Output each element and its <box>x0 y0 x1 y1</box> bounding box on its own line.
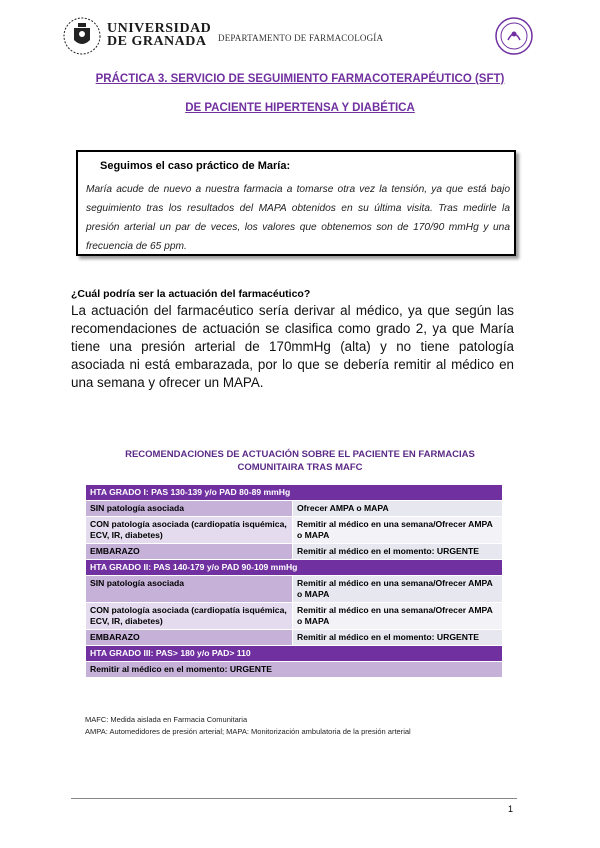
footer-divider <box>71 798 517 799</box>
condition-cell: CON patología asociada (cardiopatía isquémica, ECV, IR, diabetes) <box>86 517 293 544</box>
table-row <box>86 501 503 517</box>
action-cell: Remitir al médico en una semana/Ofrecer AMPA o MAPA <box>293 576 503 603</box>
action-cell: Remitir al médico en una semana/Ofrecer AMPA o MAPA <box>293 517 503 544</box>
page-title: PRÁCTICA 3. SERVICIO DE SEGUIMIENTO FARMACOTERAPÉUTICO (SFT) <box>95 73 505 85</box>
case-body: María acude de nuevo a nuestra farmacia a tomarse otra vez la tensión, ya que está bajo seguimiento tras los resultados del MAPA obtenidos en su última visita. Tras medirle la presión arterial un par de veces, los valores que obtenemos son de 170/90 mmHg y una frecuencia de 65 ppm. <box>86 184 510 252</box>
grade2-row <box>86 560 503 576</box>
action-cell: Remitir al médico en una semana/Ofrecer AMPA o MAPA <box>293 603 503 630</box>
footnote-ampa-mapa: AMPA: Automedidores de presión arterial; MAPA: Monitorización ambulatoria de la presión arterial <box>85 727 411 736</box>
table-row <box>86 630 503 646</box>
table-title-line1: RECOMENDACIONES DE ACTUACIÓN SOBRE EL PACIENTE EN FARMACIAS <box>125 449 475 460</box>
case-heading: Seguimos el caso práctico de María: <box>100 160 291 172</box>
recommendations-table <box>85 484 503 678</box>
condition-cell: EMBARAZO <box>86 544 293 560</box>
table-title <box>0 448 600 474</box>
condition-cell: SIN patología asociada <box>86 501 293 517</box>
university-crest-icon <box>62 16 102 56</box>
condition-cell: EMBARAZO <box>86 630 293 646</box>
grade2-header: HTA GRADO II: PAS 140-179 y/o PAD 90-109 mmHg <box>86 560 503 576</box>
question-text: ¿Cuál podría ser la actuación del farmacéutico? <box>71 288 311 300</box>
grade3-action-cell: Remitir al médico en el momento: URGENTE <box>86 662 503 678</box>
table-row <box>86 603 503 630</box>
page-subtitle: DE PACIENTE HIPERTENSA Y DIABÉTICA <box>185 102 415 114</box>
grade1-header: HTA GRADO I: PAS 130-139 y/o PAD 80-89 mmHg <box>86 485 503 501</box>
table-row <box>86 517 503 544</box>
grade1-row <box>86 485 503 501</box>
university-line2: DE GRANADA <box>107 34 207 49</box>
grade3-header: HTA GRADO III: PAS> 180 y/o PAD> 110 <box>86 646 503 662</box>
pharmacology-seal-icon <box>494 16 534 56</box>
grade3-row <box>86 646 503 662</box>
footnote-mafc: MAFC: Medida aislada en Farmacia Comunitaria <box>85 715 248 724</box>
table-row <box>86 576 503 603</box>
condition-cell: SIN patología asociada <box>86 576 293 603</box>
university-name <box>107 22 211 48</box>
condition-cell: CON patología asociada (cardiopatía isquémica, ECV, IR, diabetes) <box>86 603 293 630</box>
action-cell: Ofrecer AMPA o MAPA <box>293 501 503 517</box>
page-header <box>62 16 534 56</box>
university-line1: UNIVERSIDAD <box>107 21 212 36</box>
table-row <box>86 662 503 678</box>
answer-paragraph: La actuación del farmacéutico sería derivar al médico, ya que según las recomendaciones de actuación se clasifica como grado 2, ya que María tiene una presión arterial de 170mmHg (alta) y no tiene patología asociada ni está embarazada, por lo que se debería remitir al médico en una semana y ofrecer un MAPA. <box>71 303 514 390</box>
action-cell: Remitir al médico en el momento: URGENTE <box>293 544 503 560</box>
table-row <box>86 544 503 560</box>
page-number: 1 <box>508 804 514 814</box>
case-box <box>76 150 516 256</box>
department-name: DEPARTAMENTO DE FARMACOLOGÍA <box>218 33 384 43</box>
action-cell: Remitir al médico en el momento: URGENTE <box>293 630 503 646</box>
table-title-line2: COMUNITAIRA TRAS MAFC <box>237 462 363 473</box>
